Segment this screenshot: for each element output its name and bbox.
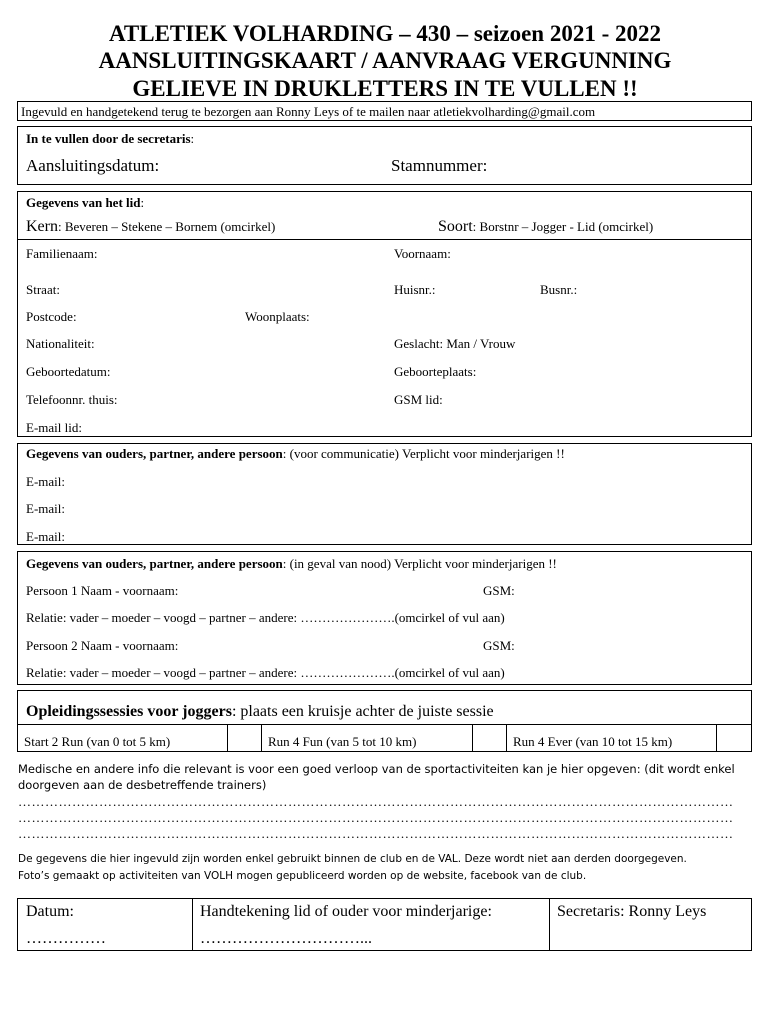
- session-start2run-checkbox[interactable]: [228, 725, 260, 750]
- member-section: [17, 191, 752, 437]
- emergency-heading: Gegevens van ouders, partner, andere persoon: (in geval van nood) Verplicht voor minderjarigen !!: [26, 556, 557, 571]
- training-heading: Opleidingssessies voor joggers: plaats een kruisje achter de juiste sessie: [26, 703, 494, 720]
- huisnr-field[interactable]: Huisnr.:: [394, 282, 436, 297]
- geslacht-field[interactable]: Geslacht: Man / Vrouw: [394, 336, 516, 351]
- instruction-box: [17, 101, 752, 121]
- privacy-line-2: Foto’s gemaakt op activiteiten van VOLH mogen gepubliceerd worden op de website, facebook van de club.: [18, 870, 587, 882]
- signature-table: [17, 898, 752, 951]
- session-run4ever-label: Run 4 Ever (van 10 tot 15 km): [513, 734, 673, 749]
- soort-field[interactable]: Soort: Borstnr – Jogger - Lid (omcirkel): [438, 218, 654, 235]
- session-run4ever-checkbox[interactable]: [717, 725, 750, 750]
- email-lid-field[interactable]: E-mail lid:: [26, 420, 82, 435]
- relation1-field[interactable]: Relatie: vader – moeder – voogd – partner – andere: ………………….(omcirkel of vul aan): [26, 610, 505, 625]
- member-heading: Gegevens van het lid:: [26, 195, 145, 210]
- divider: [261, 724, 262, 751]
- gsm-lid-field[interactable]: GSM lid:: [394, 392, 443, 407]
- secretary-section: [17, 126, 752, 185]
- medical-line-1[interactable]: ……………………………………………………………………………………………………………………………………………: [18, 794, 734, 809]
- nationaliteit-field[interactable]: Nationaliteit:: [26, 336, 95, 351]
- session-start2run-label: Start 2 Run (van 0 tot 5 km): [24, 734, 171, 749]
- telefoon-field[interactable]: Telefoonnr. thuis:: [26, 392, 118, 407]
- membership-date-field[interactable]: Aansluitingsdatum:: [26, 156, 160, 175]
- straat-field[interactable]: Straat:: [26, 282, 60, 297]
- voornaam-field[interactable]: Voornaam:: [394, 246, 451, 261]
- medical-line-3[interactable]: ……………………………………………………………………………………………………………………………………………: [18, 826, 734, 841]
- contact-heading: Gegevens van ouders, partner, andere persoon: (voor communicatie) Verplicht voor minderjarigen !!: [26, 446, 565, 461]
- person1-name-field[interactable]: Persoon 1 Naam - voornaam:: [26, 583, 179, 598]
- session-run4fun-label: Run 4 Fun (van 5 tot 10 km): [268, 734, 417, 749]
- handtekening-label: Handtekening lid of ouder voor minderjarige:: [200, 903, 492, 920]
- datum-field[interactable]: ……………: [26, 930, 106, 947]
- instruction-text: Ingevuld en handgetekend terug te bezorgen aan Ronny Leys of te mailen naar atletiekvolharding@gmail.com: [21, 104, 596, 119]
- divider: [506, 724, 507, 751]
- session-run4fun-checkbox[interactable]: [473, 725, 505, 750]
- contact-email-3[interactable]: E-mail:: [26, 529, 65, 544]
- woonplaats-field[interactable]: Woonplaats:: [245, 309, 310, 324]
- relation2-field[interactable]: Relatie: vader – moeder – voogd – partner – andere: ………………….(omcirkel of vul aan): [26, 665, 505, 680]
- medical-line-2[interactable]: ……………………………………………………………………………………………………………………………………………: [18, 810, 734, 825]
- secretaris-label: Secretaris: Ronny Leys: [557, 903, 707, 920]
- divider: [18, 239, 751, 240]
- person2-name-field[interactable]: Persoon 2 Naam - voornaam:: [26, 638, 179, 653]
- divider: [192, 899, 193, 950]
- person1-gsm-field[interactable]: GSM:: [483, 583, 515, 598]
- divider: [549, 899, 550, 950]
- geboorteplaats-field[interactable]: Geboorteplaats:: [394, 364, 477, 379]
- datum-label: Datum:: [26, 903, 74, 920]
- divider: [18, 724, 751, 725]
- contact-section: [17, 443, 752, 545]
- secretary-heading: In te vullen door de secretaris:: [26, 131, 195, 146]
- contact-email-1[interactable]: E-mail:: [26, 474, 65, 489]
- title-line-1: ATLETIEK VOLHARDING – 430 – seizoen 2021 - 2022: [109, 21, 661, 46]
- training-section: [17, 690, 752, 752]
- title-line-2: AANSLUITINGSKAART / AANVRAAG VERGUNNING: [98, 48, 672, 73]
- postcode-field[interactable]: Postcode:: [26, 309, 77, 324]
- title-line-3: GELIEVE IN DRUKLETTERS IN TE VULLEN !!: [132, 76, 638, 101]
- medical-info-text: Medische en andere info die relevant is voor een goed verloop van de sportactiviteiten kan je hier opgeven: (dit wordt enkel doorgeven aan de desbetreffende trainers): [18, 762, 735, 792]
- stamnumber-field[interactable]: Stamnummer:: [391, 156, 488, 175]
- busnr-field[interactable]: Busnr.:: [540, 282, 578, 297]
- privacy-line-1: De gegevens die hier ingevuld zijn worden enkel gebruikt binnen de club en de VAL. Deze wordt niet aan derden doorgegeven.: [18, 853, 687, 865]
- familienaam-field[interactable]: Familienaam:: [26, 246, 98, 261]
- emergency-section: [17, 551, 752, 685]
- handtekening-field[interactable]: …………………………...: [200, 930, 372, 947]
- person2-gsm-field[interactable]: GSM:: [483, 638, 515, 653]
- geboortedatum-field[interactable]: Geboortedatum:: [26, 364, 111, 379]
- kern-field[interactable]: Kern: Beveren – Stekene – Bornem (omcirkel): [26, 218, 276, 235]
- contact-email-2[interactable]: E-mail:: [26, 501, 65, 516]
